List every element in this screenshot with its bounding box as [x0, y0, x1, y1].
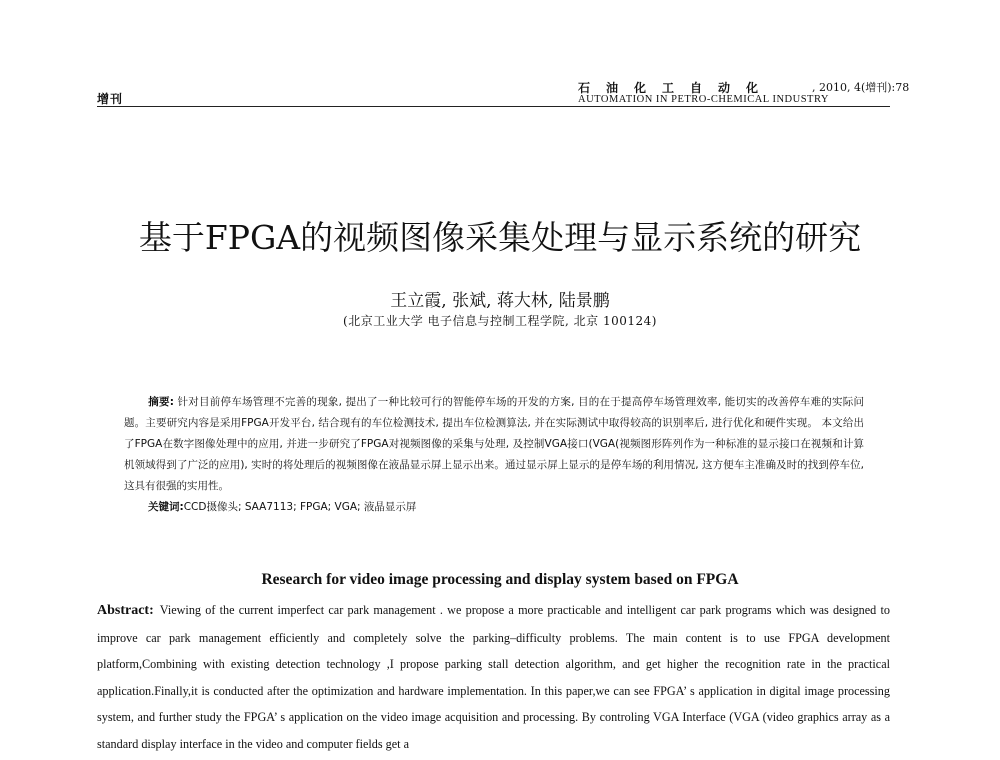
keywords-cn-text: CCD摄像头; SAA7113; FPGA; VGA; 液晶显示屏 [183, 501, 417, 513]
journal-name-cn: 石油化工自动化 [578, 81, 775, 95]
paper-title: 基于FPGA的视频图像采集处理与显示系统的研究 [138, 218, 862, 257]
abstract-cn-label: 摘要: [148, 396, 174, 408]
issue-info: , 2010, 4(增刊):78 [812, 81, 910, 94]
abstract-en [97, 597, 890, 757]
abstract-en-text: Viewing of the current imperfect car park management . we propose a more practicable and intelligent car park programs which was designed to improve car park management efficiently and completely solve the parking–difficulty problems. The main content is to use FPGA development platform,Combining with existing detection technology ,I propose parking stall detection algorithm, and get higher the recognition rate in the practical application.Finally,it is conducted after the optimization and hardware implementation. In this paper,we can see FPGA’ s application in digital image processing system, and further study the FPGA’ s application on the video image acquisition and processing. By controling VGA Interface (VGA (video graphics array as a standard display interface in the video and computer fields get a [97, 603, 890, 751]
keywords-cn-label: 关键词: [148, 501, 184, 513]
journal-name-en: AUTOMATION IN PETRO-CHEMICAL INDUSTRY [578, 94, 829, 105]
abstract-cn-text: 针对目前停车场管理不完善的现象, 提出了一种比较可行的智能停车场的开发的方案, 目的在于提高停车场管理效率, 能切实的改善停车难的实际问题。主要研究内容是采用FPGA开发平台, 结合现有的车位检测技术, 提出车位检测算法, 并在实际测试中取得较高的识别率后, 进行优化和硬件实现。 本文给出了FPGA在数字图像处理中的应用, 并进一步研究了FPGA对视频图像的采集与处理, 及控制VGA接口(VGA(视频图形阵列作为一种标准的显示接口在视频和计算机领域得到了广泛的应用), 实时的将处理后的视频图像在液晶显示屏上显示出来。通过显示屏上显示的是停车场的利用情况, 这方便车主准确及时的找到停车位, 这具有很强的实用性。 [124, 396, 865, 492]
paper-affiliation: (北京工业大学 电子信息与控制工程学院, 北京 100124) [343, 314, 657, 328]
abstract-cn [124, 392, 864, 497]
abstract-en-label: Abstract: [97, 603, 154, 618]
paper-authors: 王立霞, 张斌, 蒋大林, 陆景鹏 [390, 291, 610, 311]
english-title: Research for video image processing and display system based on FPGA [261, 571, 739, 588]
keywords-cn [148, 499, 848, 514]
section-label: 增刊 [97, 92, 124, 106]
header-rule [97, 106, 890, 107]
